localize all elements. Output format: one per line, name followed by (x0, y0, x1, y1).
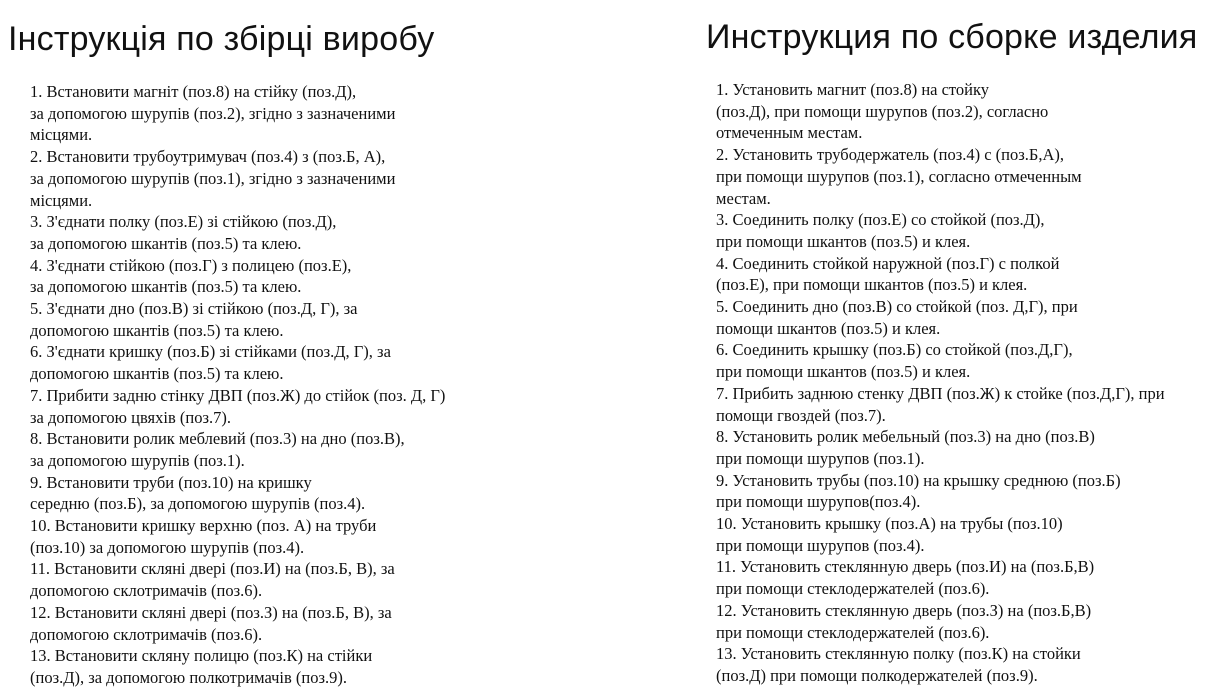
russian-title: Инструкция по сборке изделия (706, 18, 1198, 56)
ukrainian-title: Інструкція по збірці виробу (8, 20, 435, 58)
ukrainian-instruction-text: 1. Встановити магніт (поз.8) на стійку (поз.Д), за допомогою шурупів (поз.2), згідно з зазначеними місцями. 2. Встановити трубоутримувач (поз.4) з (поз.Б, А), за допомогою шурупів (поз.1), згідно з зазначеними місцями. 3. З'єднати полку (поз.Е) зі стійкою (поз.Д), за допомогою шкантів (поз.5) та клею. 4. З'єднати стійкою (поз.Г) з полицею (поз.Е), за допомогою шкантів (поз.5) та клею. 5. З'єднати дно (поз.В) зі стійкою (поз.Д, Г), за допомогою шкантів (поз.5) та клею. 6. З'єднати кришку (поз.Б) зі стійками (поз.Д, Г), за допомогою шкантів (поз.5) та клею. 7. Прибити задню стінку ДВП (поз.Ж) до стійок (поз. Д, Г) за допомогою цвяхів (поз.7). 8. Встановити ролик меблевий (поз.3) на дно (поз.В), за допомогою шурупів (поз.1). 9. Встановити труби (поз.10) на кришку середню (поз.Б), за допомогою шурупів (поз.4). 10. Встановити кришку верхню (поз. А) на труби (поз.10) за допомогою шурупів (поз.4). 11. Встановити скляні двері (поз.И) на (поз.Б, В), за допомогою склотримачів (поз.6). 12. Встановити скляні двері (поз.З) на (поз.Б, В), за допомогою склотримачів (поз.6). 13. Встановити скляну полицю (поз.К) на стійки (поз.Д), за допомогою полкотримачів (поз.9). (30, 82, 446, 687)
russian-instruction-text: 1. Установить магнит (поз.8) на стойку (поз.Д), при помощи шурупов (поз.2), согласно отмеченным местам. 2. Установить трубодержатель (поз.4) с (поз.Б,А), при помощи шурупов (поз.1), согласно отмеченным местам. 3. Соединить полку (поз.Е) со стойкой (поз.Д), при помощи шкантов (поз.5) и клея. 4. Соединить стойкой наружной (поз.Г) с полкой (поз.Е), при помощи шкантов (поз.5) и клея. 5. Соединить дно (поз.В) со стойкой (поз. Д,Г), при помощи шкантов (поз.5) и клея. 6. Соединить крышку (поз.Б) со стойкой (поз.Д,Г), при помощи шкантов (поз.5) и клея. 7. Прибить заднюю стенку ДВП (поз.Ж) к стойке (поз.Д,Г), при помощи гвоздей (поз.7). 8. Установить ролик мебельный (поз.3) на дно (поз.В) при помощи шурупов (поз.1). 9. Установить трубы (поз.10) на крышку среднюю (поз.Б) при помощи шурупов(поз.4). 10. Установить крышку (поз.А) на трубы (поз.10) при помощи шурупов (поз.4). 11. Установить стеклянную дверь (поз.И) на (поз.Б,В) при помощи стеклодержателей (поз.6). 12. Установить стеклянную дверь (поз.З) на (поз.Б,В) при помощи стеклодержателей (поз.6). 13. Установить стеклянную полку (поз.К) на стойки (поз.Д) при помощи полкодержателей (поз.9). (716, 80, 1165, 685)
ukrainian-instructions-column (8, 0, 568, 689)
russian-instructions-column (706, 0, 1226, 687)
